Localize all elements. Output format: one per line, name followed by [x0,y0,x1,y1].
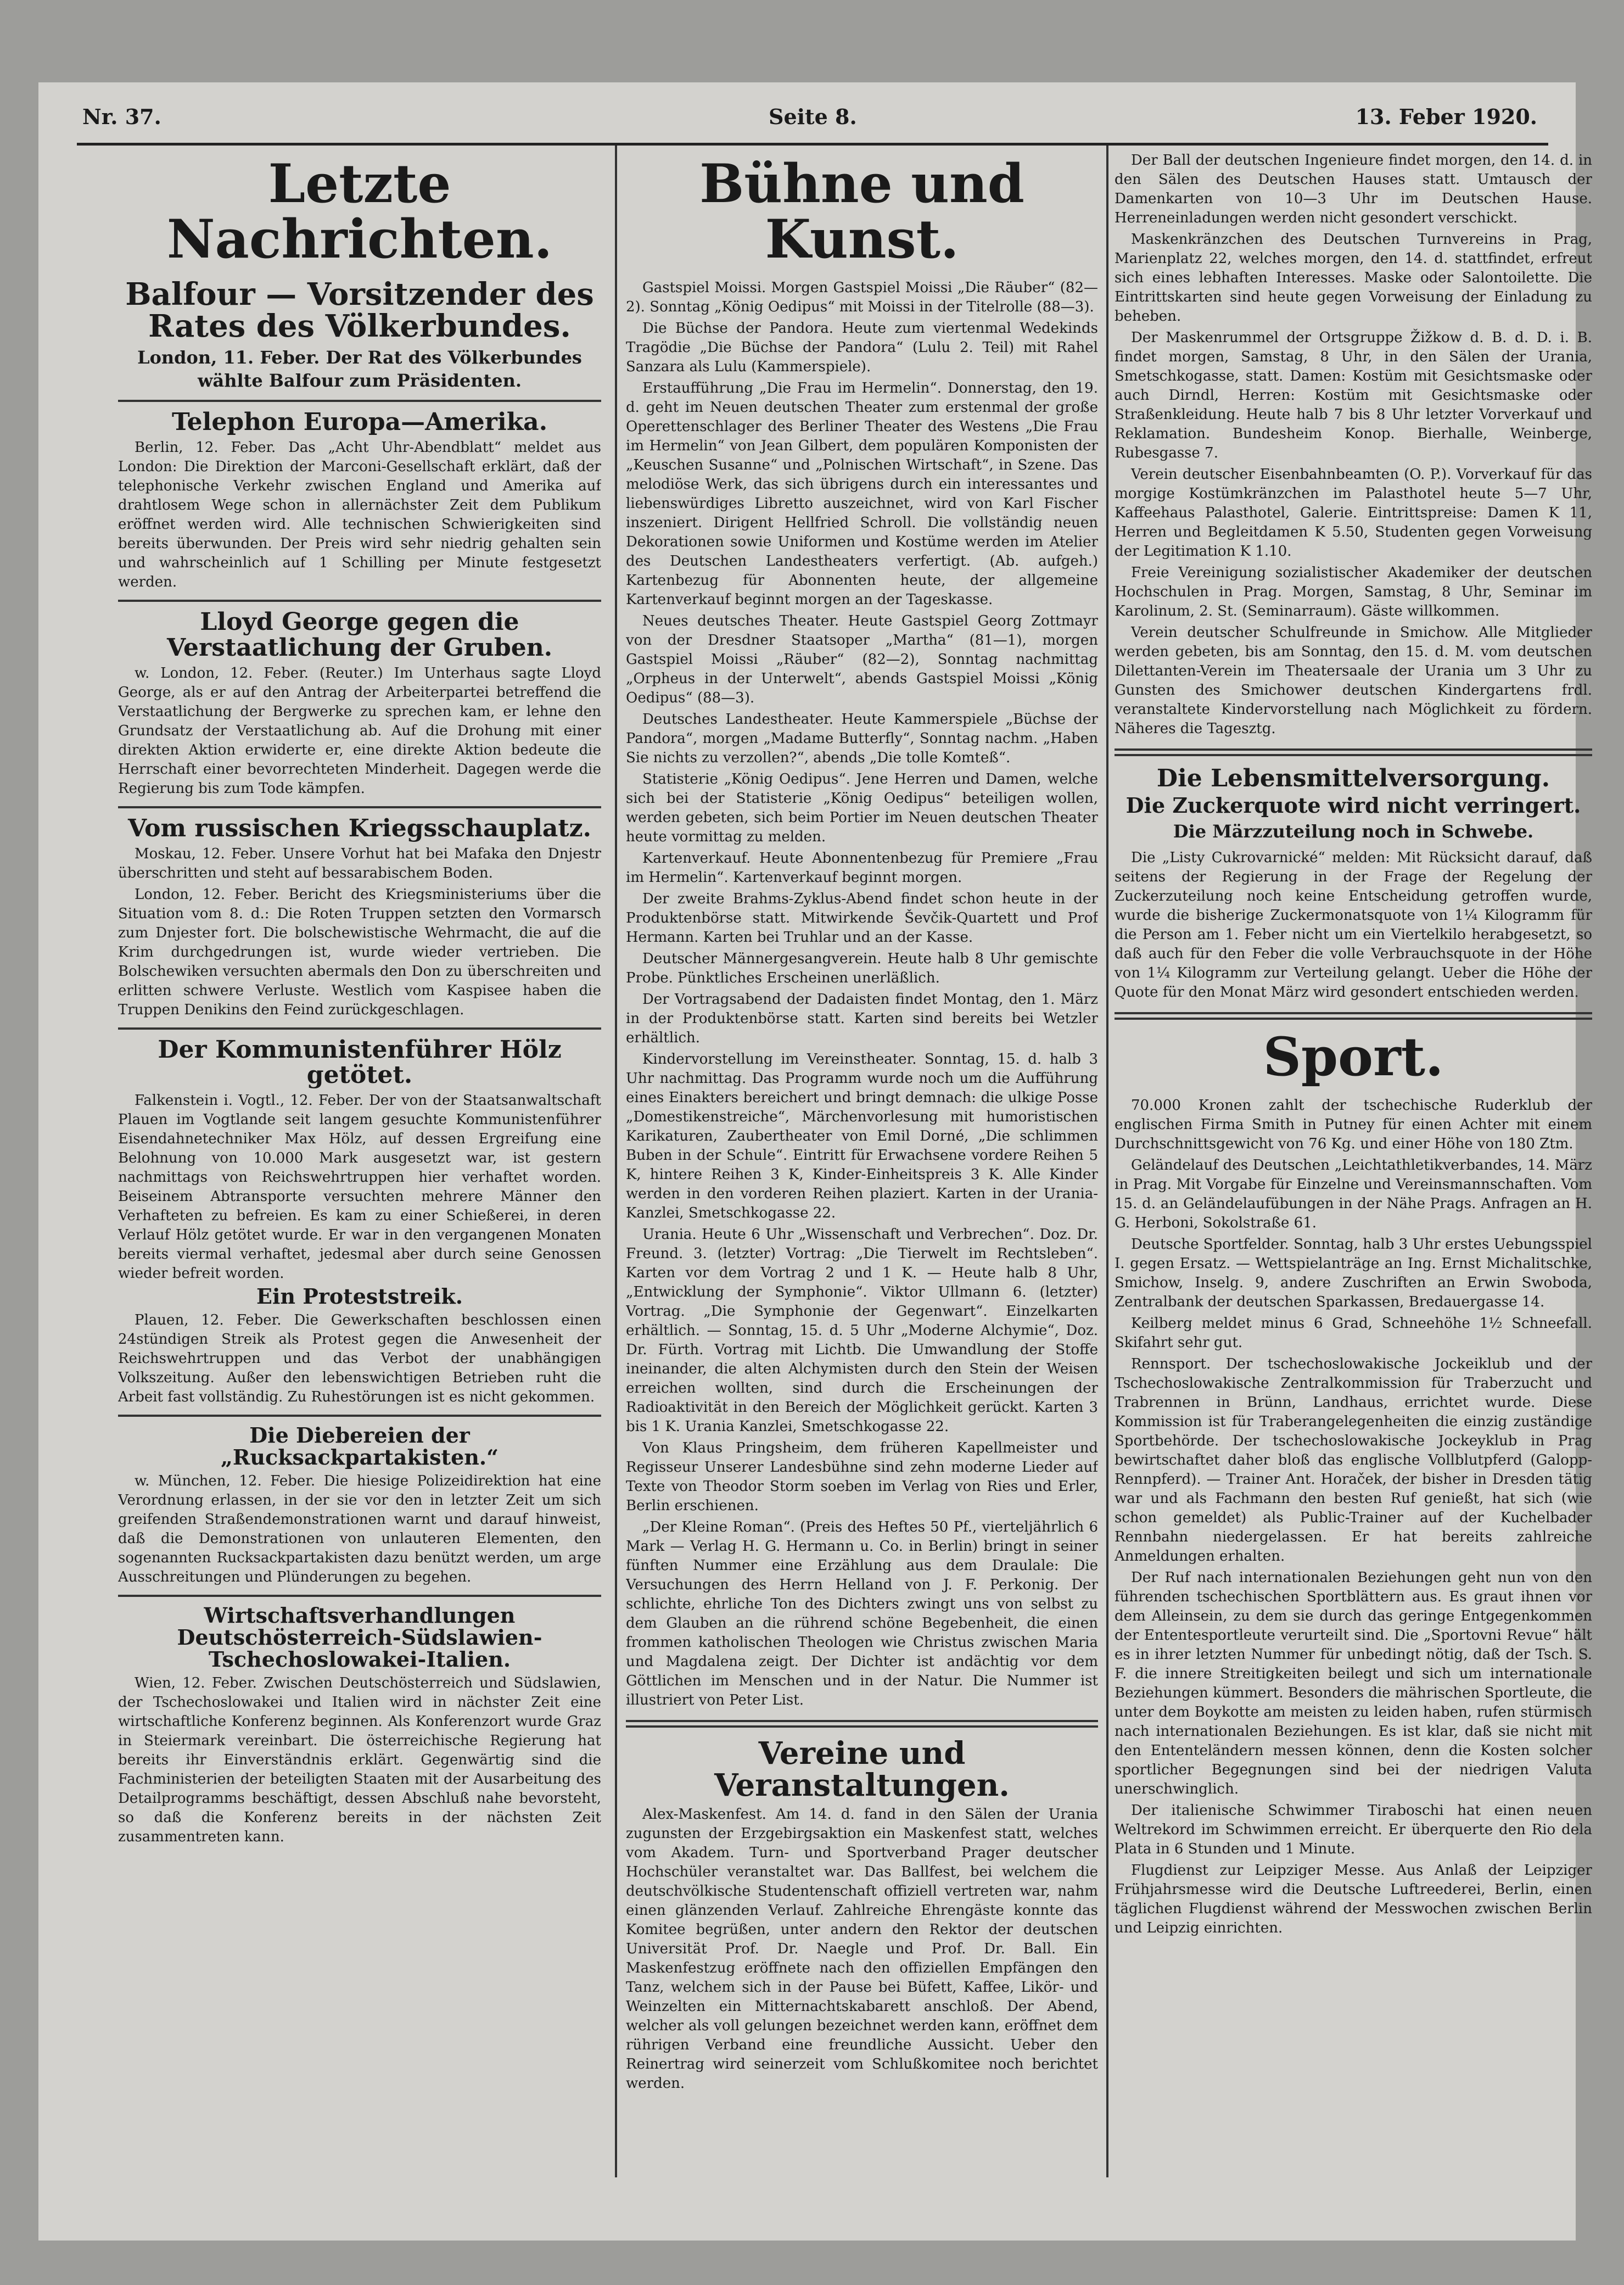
headline-telephon: Telephon Europa—Amerika. [171,408,548,437]
headline-russ: Vom russischen Kriegsschauplatz. [128,814,591,842]
notice: Kartenverkauf. Heute Abonnentenbezug für Premiere „Frau im Hermelin“. Kartenverkauf beginnt morgen. [626,850,1098,886]
section-title-buehne: Bühne und Kunst. [699,153,1024,270]
notice: Der Maskenrummel der Ortsgruppe Žižkow d. B. d. D. i. B. findet morgen, Samstag, 8 Uhr, in den Sälen der Urania, Smetschkogasse, statt. Damen: Kostüm mit Gesichtsmaske oder auch Dirndl, Herren: Kostüm mit Gesichtsmaske oder Straßenkleidung. Heute halb 7 bis 8 Uhr letzter Vorverkauf und Reklamation. Bundesheim Konop. Bierhalle, Weinberge, Rubesgasse 7. [1115,329,1592,461]
page-header [82,104,1537,137]
divider [626,1720,1098,1728]
notice: Statisterie „König Oedipus“. Jene Herren und Damen, welche sich bei der Statisterie „König Oedipus“ beteiligen wollen, werden gebeten, sich beim Portier im Neuen deutschen Theater heute vormittag zu melden. [626,770,1098,845]
notice: Der Vortragsabend der Dadaisten findet Montag, den 1. März in der Produktenbörse statt. Karten sind bereits bei Wetzler erhältlich. [626,991,1098,1046]
headline-lebensmittel: Die Lebensmittelversorgung. [1156,764,1550,792]
notice: Deutscher Männergesangverein. Heute halb 8 Uhr gemischte Probe. Pünktliches Erscheinen unerläßlich. [626,950,1098,986]
article-russ-1: Moskau, 12. Feber. Unsere Vorhut hat bei Mafaka den Dnjestr überschritten und steht auf bessarabischem Boden. [118,845,601,881]
column-buehne [626,151,1098,2172]
notice: Verein deutscher Eisenbahnbeamten (O. P.). Vorverkauf für das morgige Kostümkränzchen im Palasthotel heute 5—7 Uhr, Kaffeehaus Palasthotel, Galerie. Eintrittspreise: Damen K 11, Herren und Begleitdamen K 5.50, Studenten gegen Vorweisung der Legitimation K 1.10. [1115,466,1592,560]
divider [118,600,601,602]
notice: Die Büchse der Pandora. Heute zum viertenmal Wedekinds Tragödie „Die Büchse der Pandora“ (Lulu 2. Teil) mit Rahel Sanzara als Lulu (Kammerspiele). [626,320,1098,375]
notice: 70.000 Kronen zahlt der tschechische Ruderklub der englischen Firma Smith in Putney für einen Achter mit einem Durchschnittsgewicht von 76 Kg. und einer Höhe von 180 Ztm. [1115,1097,1592,1152]
notice: Deutsche Sportfelder. Sonntag, halb 3 Uhr erstes Uebungsspiel I. gegen Ersatz. — Wettspielanträge an Ing. Ernst Michalitschke, Smichow, Inselg. 9, andere Zuschriften an Erwin Swoboda, Zentralbank der deutschen Sparkassen, Bredauergasse 14. [1115,1236,1592,1310]
column-rule-1 [615,146,617,2177]
section-title-news: Letzte Nachrichten. [166,153,553,270]
notice: Rennsport. Der tschechoslowakische Jockeiklub und der Tschechoslowakische Zentralkommission für Traberzucht und Trabrennen in Brünn, Landhaus, errichtet wurde. Diese Kommission ist für Traberangelegenheiten die einzig zuständige Sportbehörde. Der tschechoslowakische Jockeyklub in Prag bewirtschaftet daher bloß das englische Vollblutpferd (Galopp-Rennpferd). — Trainer Ant. Horaček, der bisher in Dresden tätig war und als Fachmann den besten Ruf genießt, hat sich (wie schon gemeldet) als Public-Trainer auf der Kuchelbader Rennbahn niedergelassen. Er hat bereits zahlreiche Anmeldungen erhalten. [1115,1355,1592,1565]
headline-rucksack: Die Diebereien der „Rucksackpartakisten.“ [220,1423,499,1470]
notice: Keilberg meldet minus 6 Grad, Schneehöhe 1½ Schneefall. Skifahrt sehr gut. [1115,1315,1592,1351]
divider [118,1027,601,1030]
column-news [118,151,601,2172]
article-lebensmittel: Die „Listy Cukrovarnické“ melden: Mit Rücksicht darauf, daß seitens der Regierung in der Frage der Regelung der Zuckerzuteilung noch keine Entscheidung getroffen wurde, wurde die bisherige Zuckermonatsquote von 1¼ Kilogramm für die Person am 1. Feber nicht um ein Viertelkilo herabgesetzt, so daß auch für den Feber die volle Verbrauchsquote in der Höhe von 1¼ Kilogramm zur Verteilung gelangt. Ueber die Höhe der Quote für den Monat März wird gesondert entschieden werden. [1115,850,1592,1001]
notice: Der Ball der deutschen Ingenieure findet morgen, den 14. d. in den Sälen des Deutschen Hauses statt. Umtausch der Damenkarten von 10—3 Uhr im Deutschen Hause. Herreneinladungen werden nicht gesondert verschickt. [1115,152,1592,226]
divider [1115,1012,1592,1020]
notice: Verein deutscher Schulfreunde in Smichow. Alle Mitglieder werden gebeten, bis am Sonntag, den 15. d. M. vom deutschen Dilettanten-Verein im Theatersaale der Urania um 3 Uhr zu Gunsten des Smichower deutschen Kindergartens frdl. veranstaltete Kindervorstellung nach Möglichkeit zu fördern. Näheres die Tagesztg. [1115,624,1592,737]
notice: Freie Vereinigung sozialistischer Akademiker der deutschen Hochschulen in Prag. Morgen, Samstag, 8 Uhr, Seminar im Karolinum, 2. St. (Seminarraum). Gäste willkommen. [1115,565,1592,619]
notice: Deutsches Landestheater. Heute Kammerspiele „Büchse der Pandora“, morgen „Madame Butterfly“, Sonntag nachm. „Haben Sie nichts zu verzollen?“, abends „Die tolle Komteß“. [626,711,1098,766]
notice: Flugdienst zur Leipziger Messe. Aus Anlaß der Leipziger Frühjahrsmesse wird die Deutsche Luftreederei, Berlin, einen täglichen Flugdienst während der Messwochen zwischen Berlin und Leipzig einrichten. [1115,1862,1592,1936]
article-lloyd: w. London, 12. Feber. (Reuter.) Im Unterhaus sagte Lloyd George, als er auf den Antrag der Arbeiterpartei betreffend die Verstaatlichung der Bergwerke zu sprechen kam, er lehne den Grundsatz der Verstaatlichung ab. Auf die Drohung mit einer direkten Aktion erwiderte er, eine direkte Aktion bedeute die Herrschaft einer bevorrechteten Minderheit. Dagegen werde die Regierung bis zum Tode kämpfen. [118,664,601,797]
headline-lloyd: Lloyd George gegen die Verstaatlichung der Gruben. [166,608,553,662]
divider [1115,748,1592,756]
notice: Gastspiel Moissi. Morgen Gastspiel Moissi „Die Räuber“ (82—2). Sonntag „König Oedipus“ mit Moissi in der Titelrolle (88—3). [626,279,1098,315]
headline-balfour: Balfour — Vorsitzender des Rates des Völkerbundes. [125,276,594,345]
divider [118,1415,601,1417]
notice: Von Klaus Pringsheim, dem früheren Kapellmeister und Regisseur Unserer Landesbühne sind zehn moderne Lieder auf Texte von Theodor Storm soeben im Verlag von Ries und Erler, Berlin erschienen. [626,1439,1098,1514]
column-rule-2 [1106,146,1108,2177]
section-title-sport: Sport. [1263,1026,1444,1088]
notice: Urania. Heute 6 Uhr „Wissenschaft und Verbrechen“. Doz. Dr. Freund. 3. (letzter) Vortrag: „Die Tierwelt im Rechtsleben“. Karten vor dem Vortrag 2 und 1 K. — Heute halb 8 Uhr, „Entwicklung der Symphonie“. Viktor Ullmann 6. (letzter) Vortrag. „Die Symphonie der Gegenwart“. Einzelkarten erhältlich. — Sonntag, 15. d. 5 Uhr „Moderne Alchymie“, Doz. Dr. Fürth. Vortrag mit Lichtb. Die Umwandlung der Stoffe ineinander, die alten Alchymisten durch den Stein der Weisen erreichen wollten, sind durch die Erscheinungen der Radioaktivität in den Bereich der Möglichkeit gerückt. Karten 3 bis 1 K. Urania Kanzlei, Smetschkogasse 22. [626,1226,1098,1435]
section-title-vereine: Vereine und Veranstaltungen. [714,1735,1010,1804]
notice: Kindervorstellung im Vereinstheater. Sonntag, 15. d. halb 3 Uhr nachmittag. Das Programm wurde noch um die Aufführung eines Einakters bereichert und bringt demnach: die ulkige Posse „Domestikenstreiche“, Märchenvorlesung mit humoristischen Karikaturen, Zaubertheater von Emil Dorné, „Die schlimmen Buben in der Schule“. Eintritt für Erwachsene vordere Reihen 5 K, hintere Reihen 3 K, Kinder-Einheitspreis 3 K. Alle Kinder werden in den vorderen Reihen plaziert. Karten in der Urania-Kanzlei, Smetschkogasse 22. [626,1051,1098,1221]
notice: Alex-Maskenfest. Am 14. d. fand in den Sälen der Urania zugunsten der Erzgebirgsaktion ein Maskenfest statt, welches vom Akadem. Turn- und Sportverband Prager deutscher Hochschüler veranstaltet war. Das Ballfest, bei welchem die deutschvölkische Studentenschaft offiziell vertreten war, nahm einen glänzenden Verlauf. Zahlreiche Ehrengäste konnte das Komitee begrüßen, unter andern den Rektor der deutschen Universität Prof. Dr. Naegle und Prof. Dr. Ball. Ein Maskenfestzug eröffnete nach den offiziellen Empfängen den Tanz, welchem sich in der Pause bei Büfett, Kaffee, Likör- und Weinzelten ein Mitternachtskabarett anschloß. Der Abend, welcher als voll gelungen bezeichnet werden kann, eröffnet dem rührigen Verband eine freundliche Aussicht. Ueber den Reinertrag wird seinerzeit vom Schlußkomitee noch berichtet werden. [626,1806,1098,2092]
article-rucksack: w. München, 12. Feber. Die hiesige Polizeidirektion hat eine Verordnung erlassen, in der sie vor den in letzter Zeit um sich greifenden Straßendemonstrationen warnt und darauf hinweist, daß die Demonstrationen von unlauteren Elementen, den sogenannten Rucksackpartakisten dazu benützt werden, um arge Ausschreitungen und Plünderungen zu begehen. [118,1472,601,1585]
divider [118,400,601,402]
headline-protest: Ein Proteststreik. [256,1284,463,1309]
subhead-maerz: Die Märzzuteilung noch in Schwebe. [1173,821,1534,842]
headline-wirtschaft: Wirtschaftsverhandlungen Deutschösterreich-Südslawien-Tschechoslowakei-Italien. [177,1602,542,1672]
notice: Neues deutsches Theater. Heute Gastspiel Georg Zottmayr von der Dresdner Staatsoper „Martha“ (81—1), morgen Gastspiel Moissi „Räuber“ (82—2), Sonntag nachmittag „Orpheus in der Unterwelt“, abends Gastspiel Moissi „König Oedipus“ (88—3). [626,612,1098,706]
column-vereine-sport [1115,151,1592,2172]
header-rule [77,143,1548,146]
article-protest: Plauen, 12. Feber. Die Gewerkschaften beschlossen einen 24stündigen Streik als Protest gegen die Anwesenheit der Reichswehrtruppen und das Verbot der unabhängigen Volkszeitung. Außer den lebenswichtigen Betrieben ruht die Arbeit fast vollständig. Zu Ruhestörungen ist es nicht gekommen. [118,1312,601,1406]
headline-hoelz: Der Kommunistenführer Hölz getötet. [158,1035,562,1090]
notice: Der Ruf nach internationalen Beziehungen geht nun von den führenden tschechischen Sportblättern aus. Es graut ihnen vor dem Alleinsein, zu dem sie durch das geringe Entgegenkommen der Ententesportleute verurteilt sind. Die „Sportovni Revue“ hält es in ihrer letzten Nummer für unbedingt nötig, daß der Tsch. S. F. die innere Streitigkeiten beilegt und sich um internationale Beziehungen kümmert. Besonders die mährischen Sportleute, die unter dem Boykotte am meisten zu leiden haben, rufen stürmisch nach internationalen Beziehungen. Es ist klar, daß sie nicht mit den Ententeländern messen können, denn die Kosten solcher sportlicher Begegnungen sind bei der niedrigen Valuta unerschwinglich. [1115,1569,1592,1797]
lead-balfour: London, 11. Feber. Der Rat des Völkerbundes wählte Balfour zum Präsidenten. [137,347,582,392]
notice: Der italienische Schwimmer Tiraboschi hat einen neuen Weltrekord im Schwimmen erreicht. Er überquerte den Rio dela Plata in 6 Stunden und 1 Minute. [1115,1802,1592,1857]
notice: Geländelauf des Deutschen „Leichtathletikverbandes, 14. März in Prag. Mit Vorgabe für Einzelne und Vereinsmannschaften. Vom 15. d. an Geländelaufübungen in der Nähe Prags. Anfragen an H. G. Herboni, Sokolstraße 61. [1115,1157,1592,1231]
article-russ-2: London, 12. Feber. Bericht des Kriegsministeriums über die Situation vom 8. d.: Die Roten Truppen setzten den Vormarsch zum Dnjester fort. Die bolschewistische Wehrmacht, die auf die Krim durchgedrungen ist, wurde wieder vertrieben. Die Bolschewiken versuchten abermals den Don zu überschreiten und erlitten schwere Verluste. Westlich vom Kaspisee haben die Truppen Denikins den Feind zurückgeschlagen. [118,886,601,1018]
article-hoelz: Falkenstein i. Vogtl., 12. Feber. Der von der Staatsanwaltschaft Plauen im Vogtlande seit langem gesuchte Kommunistenführer Eisendahnetechniker Max Hölz, auf dessen Ergreifung eine Belohnung von 10.000 Mark ausgesetzt war, ist gestern nachmittags von Reichswehrtruppen hier verhaftet worden. Beiseinem Abtransporte versuchten mehrere Männer den Verhafteten zu befreien. Es kam zu einer Schießerei, in deren Verlauf Hölz getötet wurde. Er war in den vergangenen Monaten bereits viermal verhaftet, jedesmal aber durch seine Genossen wieder befreit worden. [118,1092,601,1282]
page-number: Seite 8. [769,104,857,129]
notice: Der zweite Brahms-Zyklus-Abend findet schon heute in der Produktenbörse statt. Mitwirkende Ševčik-Quartett und Prof Hermann. Karten bei Truhlar und an der Kasse. [626,890,1098,946]
article-telephon: Berlin, 12. Feber. Das „Acht Uhr-Abendblatt“ meldet aus London: Die Direktion der Marconi-Gesellschaft erklärt, daß der telephonische Verkehr zwischen England und Amerika auf drahtlosem Wege schon in allernächster Zeit dem Publikum eröffnet werden wird. Alle technischen Schwierigkeiten sind bereits überwunden. Der Preis wird sehr niedrig gehalten sein und wahrscheinlich auf 1 Schilling per Minute festgesetzt werden. [118,439,601,591]
notice: Erstaufführung „Die Frau im Hermelin“. Donnerstag, den 19. d. geht im Neuen deutschen Theater zum erstenmal der große Operettenschlager des Berliner Theater des Westens „Die Frau im Hermelin“ von Jean Gilbert, dem populären Komponisten der „Keuschen Susanne“ und „Polnischen Wirtschaft“, in Szene. Das melodiöse Werk, das sich übrigens durch ein interessantes und liebenswürdiges Libretto auszeichnet, wird von Karl Fischer inszeniert. Dirigent Hellfried Schroll. Die vollständig neuen Dekorationen sowie Uniformen und Kostüme werden im Atelier des Deutschen Landestheaters verfertigt. (Ab. aufgeh.) Kartenbezug für Abonnenten heute, der allgemeine Kartenverkauf beginnt morgen an der Tageskasse. [626,379,1098,608]
article-wirtschaft: Wien, 12. Feber. Zwischen Deutschösterreich und Südslawien, der Tschechoslowakei und Italien wird in nächster Zeit eine wirtschaftliche Konferenz beginnen. Als Konferenzort wurde Graz in Steiermark vereinbart. Die österreichische Regierung hat bereits ihr Einverständnis erklärt. Gegenwärtig sind die Fachministerien der beteiligten Staaten mit der Ausarbeitung des Detailprogramms beschäftigt, dessen Abschluß nahe bevorsteht, so daß die Konferenz bereits in der nächsten Zeit zusammentreten kann. [118,1674,601,1845]
divider [118,806,601,808]
notice: „Der Kleine Roman“. (Preis des Heftes 50 Pf., vierteljährlich 6 Mark — Verlag H. G. Hermann u. Co. in Berlin) bringt in seiner fünften Nummer eine Erzählung aus dem Draulale: Die Versuchungen des Herrn Helland von J. F. Perkonig. Der schlichte, ehrliche Ton des Dichters zwingt uns von selbst zu dem Glauben an die rührend schöne Begebenheit, die einen frommen katholischen Theologen wie Christus zwischen Maria und Magdalena zeigt. Der Dichter ist andächtig vor dem Göttlichen im Menschen und in der Natur. Die Nummer ist illustriert von Peter List. [626,1518,1098,1708]
issue-date: 13. Feber 1920. [1355,104,1537,129]
divider [118,1595,601,1597]
subhead-zucker: Die Zuckerquote wird nicht verringert. [1125,793,1581,818]
issue-number: Nr. 37. [82,104,161,129]
notice: Maskenkränzchen des Deutschen Turnvereins in Prag, Marienplatz 22, welches morgen, den 14. d. stattfindet, erfreut sich eines lebhaften Interesses. Maske oder Salontoilette. Die Eintrittskarten sind heute gegen Vorweisung der Einladung zu beheben. [1115,231,1592,325]
